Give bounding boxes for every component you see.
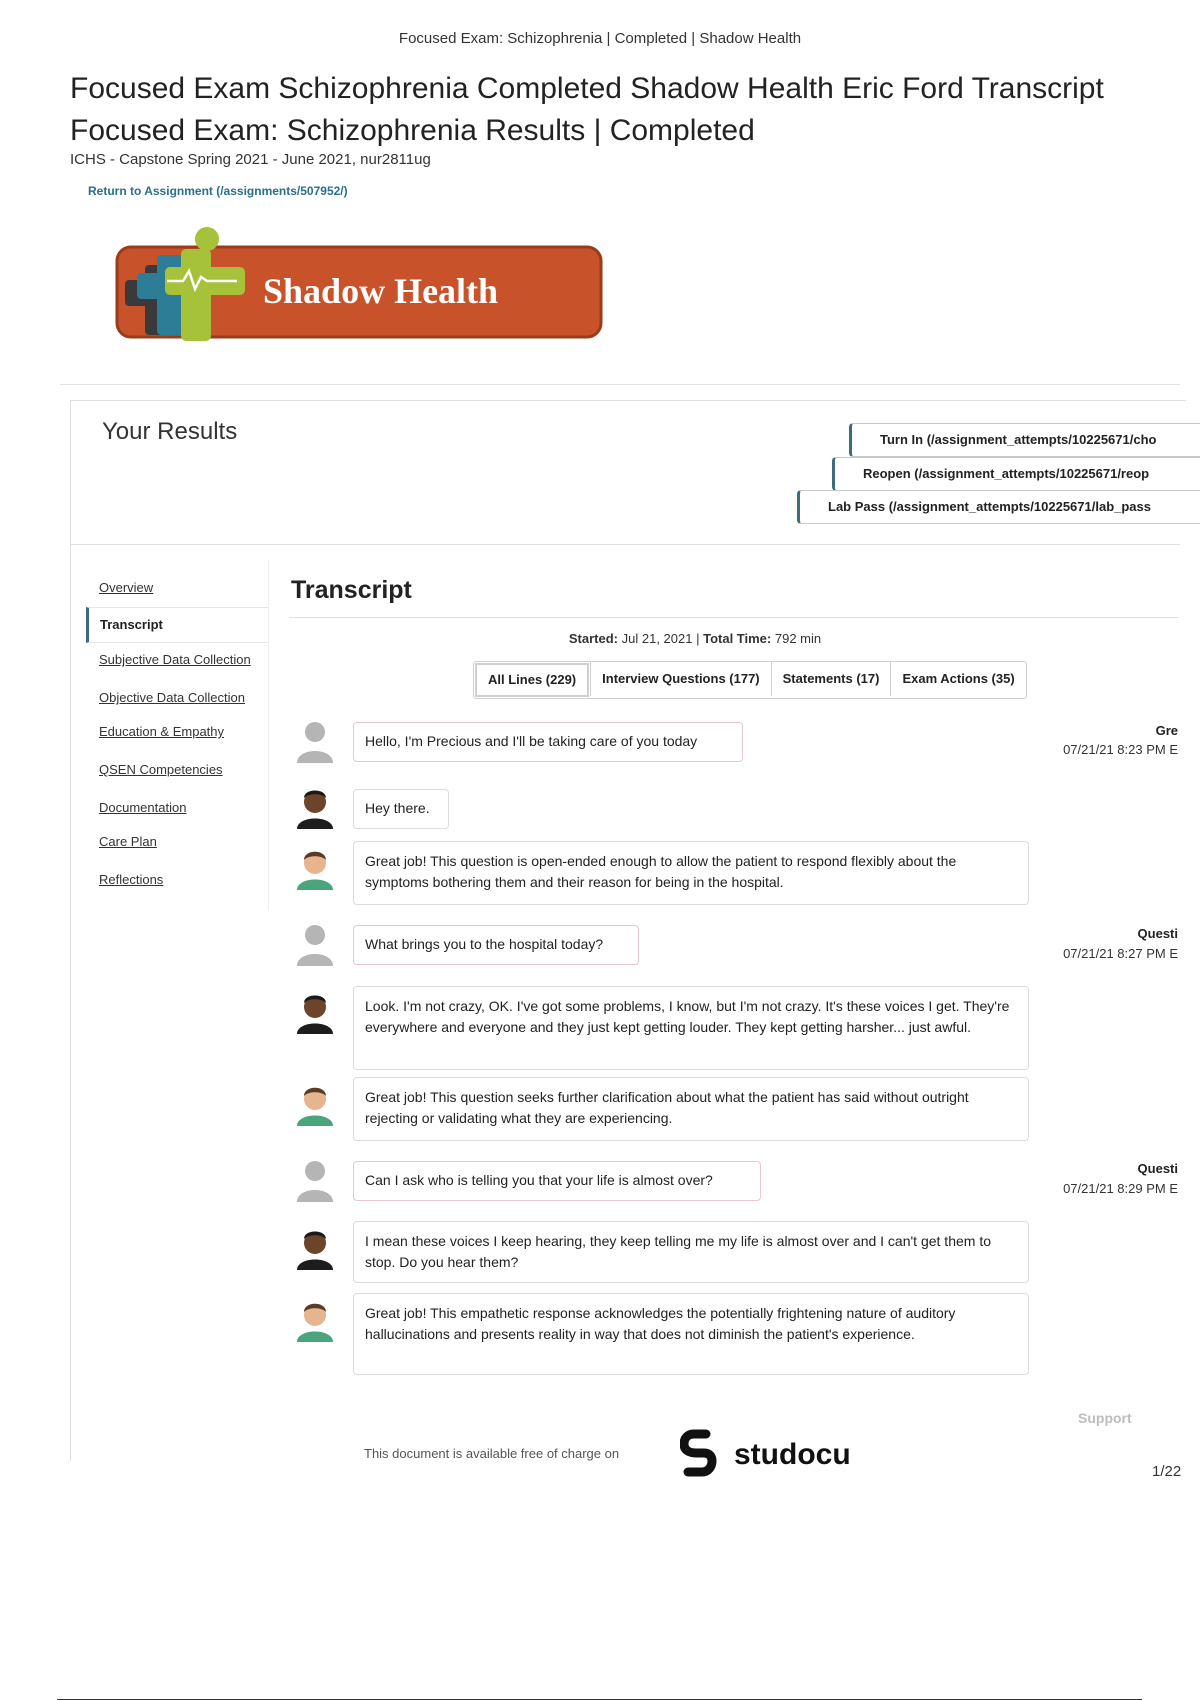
transcript-meta: Started: Jul 21, 2021 | Total Time: 792 min [568, 631, 822, 646]
support-link[interactable]: Support [1078, 1410, 1132, 1426]
results-heading: Your Results [102, 418, 238, 445]
sidebar-item-overview[interactable]: Overview [99, 580, 154, 595]
feedback-bubble: Great job! This empathetic response acknowledges the potentially frightening nature of auditory hallucinations and presents reality in way that does not diminish the patient's experience. [353, 1293, 1029, 1375]
sidebar-item-qsen-competencies[interactable]: QSEN Competencies [99, 762, 223, 777]
tab-statements[interactable]: Statements (17) [771, 662, 891, 696]
lab-pass-button[interactable]: Lab Pass (/assignment_attempts/10225671/lab_pass [797, 490, 1200, 524]
student-avatar-icon [295, 1158, 335, 1202]
student-avatar-icon [295, 719, 335, 763]
studocu-availability-note: This document is available free of charge on [364, 1446, 620, 1461]
sidebar-item-care-plan[interactable]: Care Plan [99, 834, 157, 849]
document-title-line-1: Focused Exam Schizophrenia Completed Shadow Health Eric Ford Transcript [70, 72, 1104, 105]
message-timestamp: 07/21/21 8:23 PM E [1063, 742, 1178, 757]
document-title [70, 68, 1170, 152]
patient-avatar-icon [295, 1226, 335, 1270]
started-value: Jul 21, 2021 [621, 631, 693, 646]
return-to-assignment-link[interactable]: Return to Assignment (/assignments/507952/) [88, 184, 348, 198]
started-label: Started: [568, 631, 619, 646]
sidebar-item-subjective-data-collection[interactable]: Subjective Data Collection [99, 652, 251, 667]
sidebar-item-education-empathy[interactable]: Education & Empathy [99, 724, 225, 739]
shadow-health-logo [115, 225, 605, 355]
total-time-value: 792 min [774, 631, 822, 646]
page-number: 1/22 [1152, 1463, 1182, 1480]
message-bubble: I mean these voices I keep hearing, they keep telling me my life is almost over and I can't get them to stop. Do you hear them? [353, 1221, 1029, 1283]
print-header: Focused Exam: Schizophrenia | Completed | Shadow Health [398, 30, 802, 47]
tab-interview-questions[interactable]: Interview Questions (177) [590, 662, 771, 696]
studocu-wordmark: studocu [734, 1438, 851, 1471]
studocu-logo [680, 1428, 880, 1478]
sidebar-item-objective-data-collection[interactable]: Objective Data Collection [99, 690, 245, 705]
sidebar-item-transcript[interactable] [86, 607, 269, 643]
document-title-line-2: Focused Exam: Schizophrenia Results | Completed [70, 114, 755, 147]
header-divider [60, 384, 1180, 385]
course-name: ICHS - Capstone Spring 2021 - June 2021, nur2811ug [70, 151, 431, 168]
patient-avatar-icon [295, 785, 335, 829]
sidebar-divider [268, 560, 269, 910]
student-avatar-icon [295, 922, 335, 966]
feedback-avatar-icon [295, 1082, 335, 1126]
sidebar-item-reflections[interactable]: Reflections [99, 872, 164, 887]
patient-avatar-icon [295, 990, 335, 1034]
tab-exam-actions[interactable]: Exam Actions (35) [890, 662, 1025, 696]
feedback-bubble: Great job! This question is open-ended enough to allow the patient to respond flexibly about the symptoms bothering them and their reason for being in the hospital. [353, 841, 1029, 905]
message-bubble: Look. I'm not crazy, OK. I've got some problems, I know, but I'm not crazy. It's these voices I get. They're everywhere and everyone and they just kept getting louder. They kept getting harsher... just awful. [353, 986, 1029, 1070]
message-timestamp: 07/21/21 8:27 PM E [1063, 946, 1178, 961]
message-type-label: Questi [1137, 926, 1178, 941]
feedback-avatar-icon [295, 846, 335, 890]
message-bubble: Hello, I'm Precious and I'll be taking care of you today [353, 722, 743, 762]
sidebar-item-label: Transcript [100, 617, 163, 632]
feedback-bubble: Great job! This question seeks further clarification about what the patient has said without outright rejecting or validating what they are experiencing. [353, 1077, 1029, 1141]
panel-divider [70, 544, 1180, 545]
message-bubble: What brings you to the hospital today? [353, 925, 639, 965]
message-type-label: Questi [1137, 1161, 1178, 1176]
message-bubble: Hey there. [353, 789, 449, 829]
message-type-label: Gre [1155, 723, 1178, 738]
tab-all-lines[interactable]: All Lines (229) [475, 663, 589, 697]
transcript-filter-tabs [473, 661, 1027, 699]
turn-in-button[interactable]: Turn In (/assignment_attempts/10225671/cho [849, 423, 1200, 457]
message-bubble: Can I ask who is telling you that your life is almost over? [353, 1161, 761, 1201]
reopen-button[interactable]: Reopen (/assignment_attempts/10225671/reop [832, 457, 1200, 491]
message-timestamp: 07/21/21 8:29 PM E [1063, 1181, 1178, 1196]
total-time-label: Total Time: [703, 631, 772, 646]
feedback-avatar-icon [295, 1298, 335, 1342]
transcript-heading: Transcript [291, 576, 412, 604]
sidebar-item-documentation[interactable]: Documentation [99, 800, 187, 815]
transcript-divider [289, 617, 1179, 618]
logo-text: Shadow Health [263, 271, 499, 311]
studocu-icon [684, 1434, 712, 1472]
